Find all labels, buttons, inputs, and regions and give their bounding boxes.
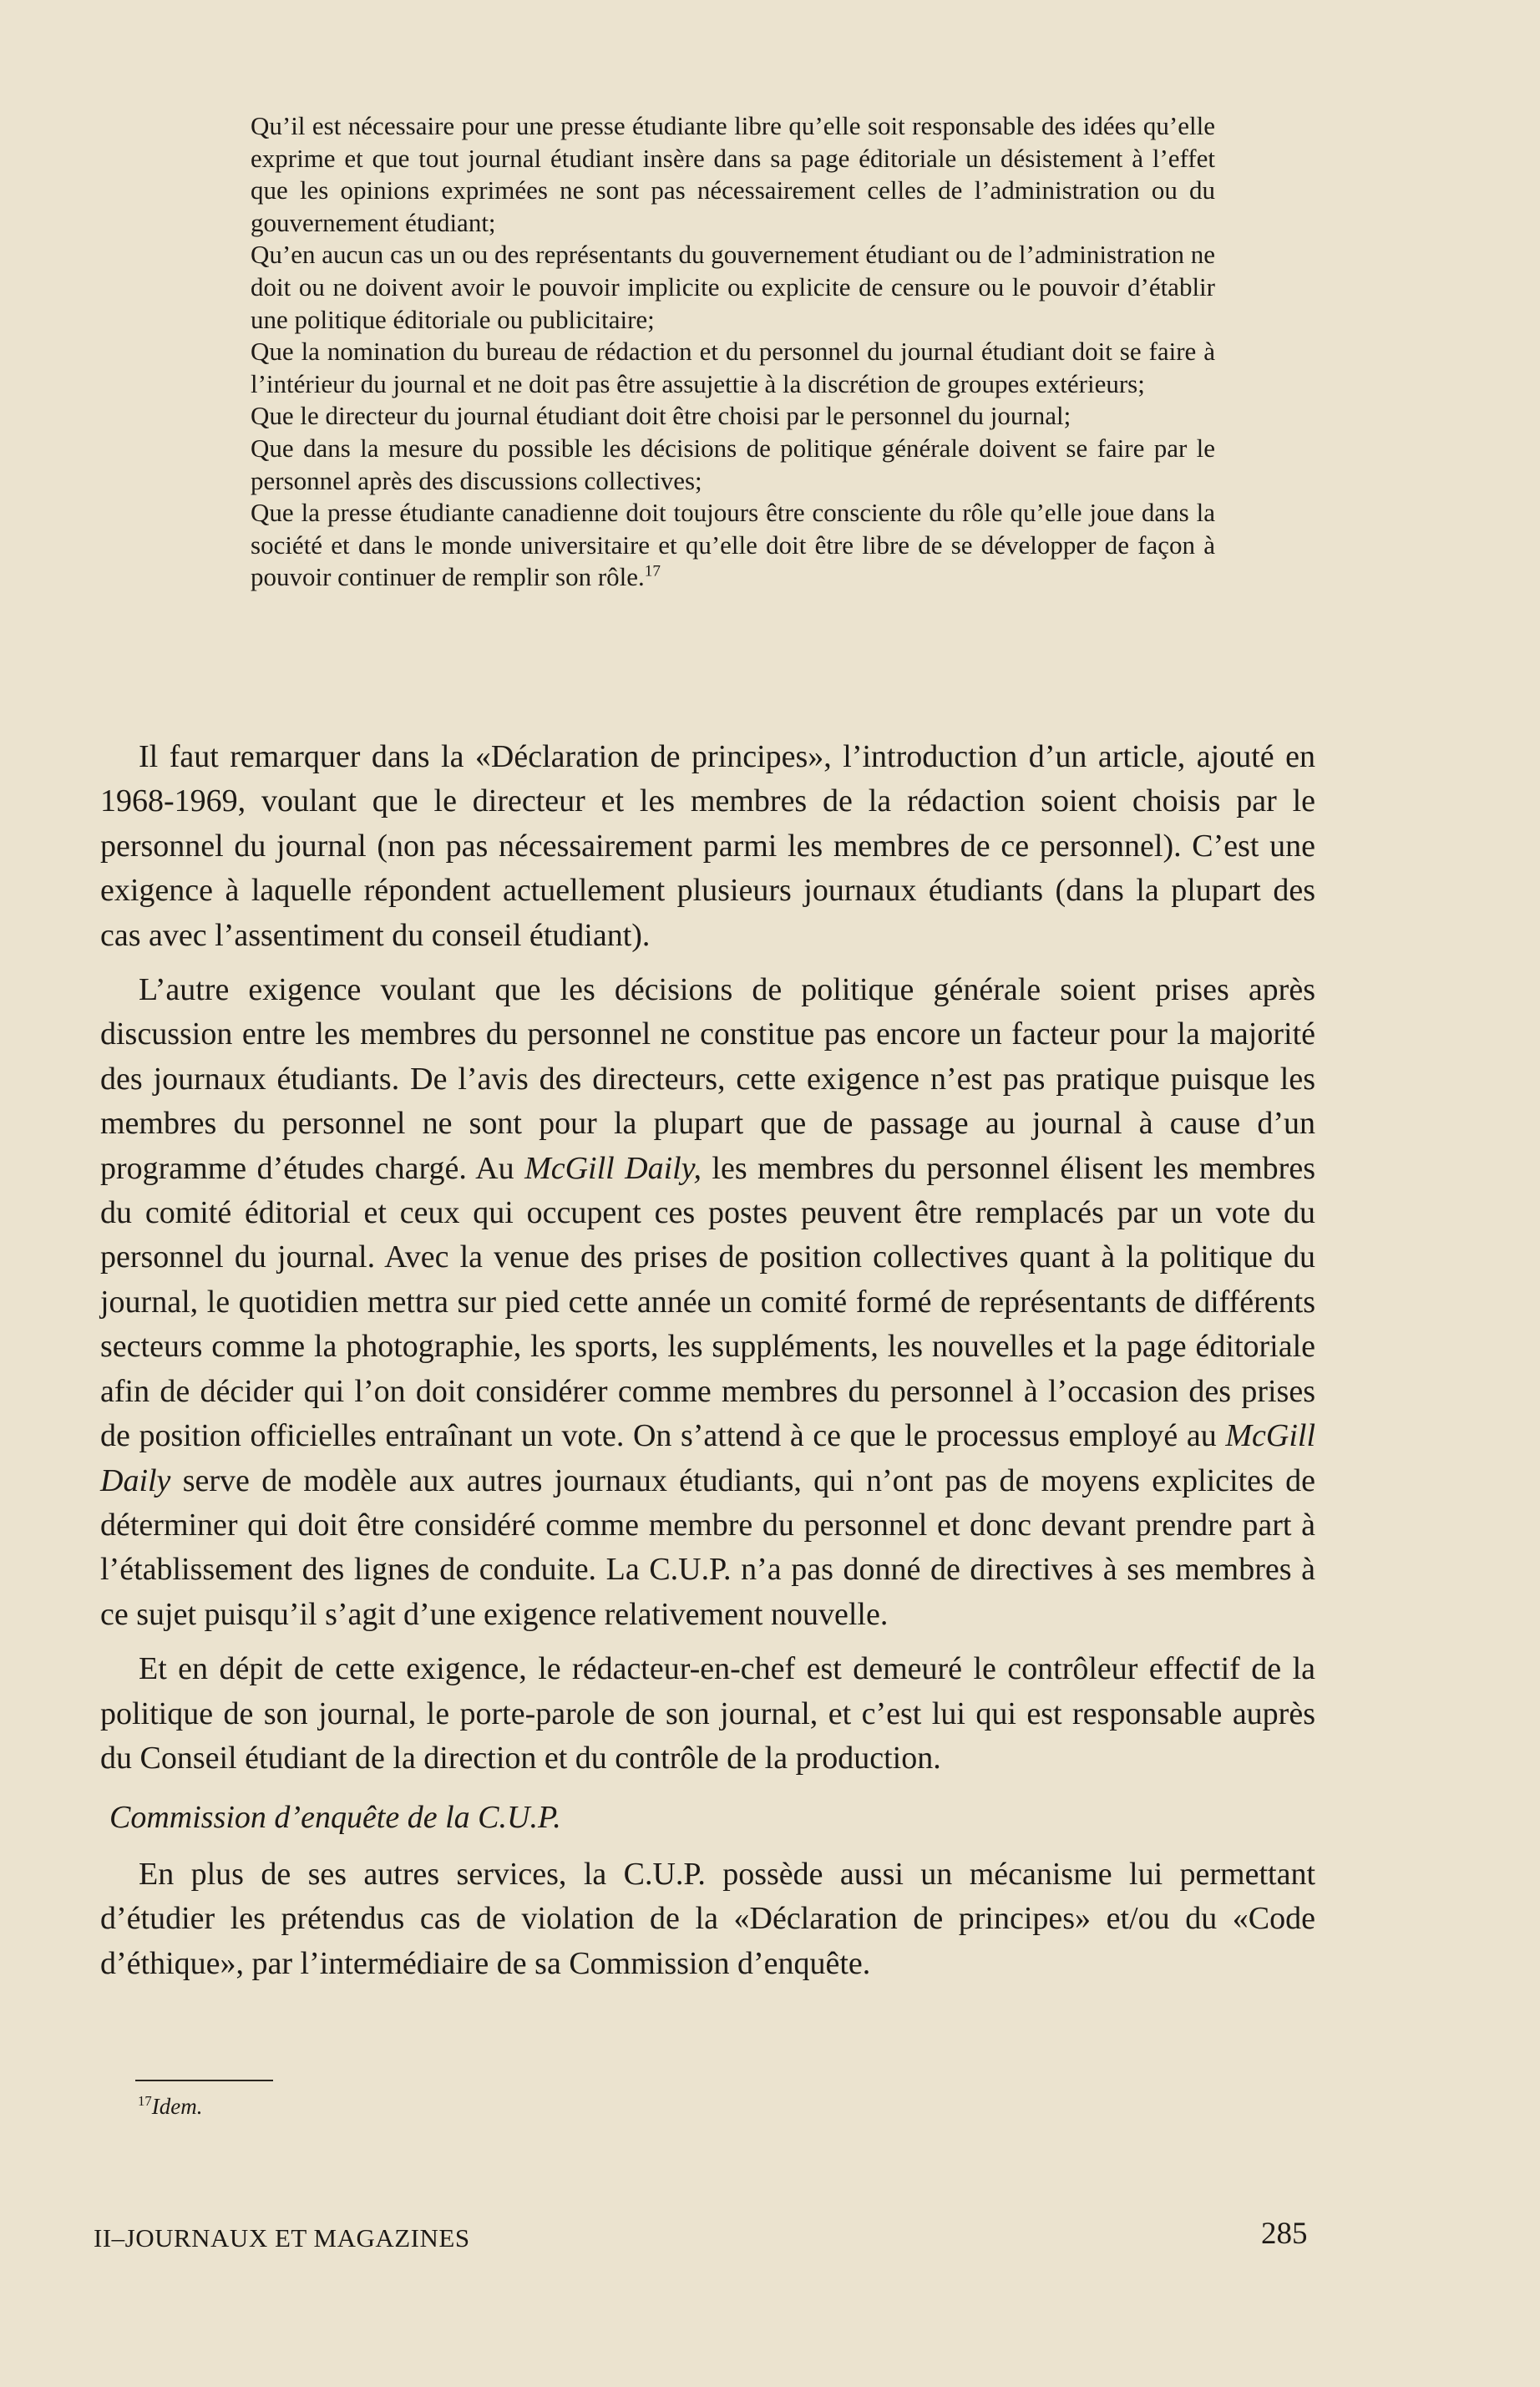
paragraph-text: L’autre exigence voulant que les décisions de politique générale soient prises après discussion entre les membres du personnel ne constitue pas encore un facteur pour la majorité des journaux étudiants. De l’avis des directeurs, cette exigence n’est pas pratique puisque les membres du personnel ne sont pour la plupart que de passage au journal à cause d’un programme d’études chargé. Au — [100, 972, 1315, 1186]
footnote-text: Idem. — [151, 2094, 203, 2119]
paragraph-redacteur: Et en dépit de cette exigence, le rédacteur-en-chef est demeuré le contrôleur effectif de la politique de son journal, le porte-parole de son journal, et c’est lui qui est responsable auprès du Conseil étudiant de la direction et du contrôle de la production. — [100, 1651, 1315, 1776]
quote-clause: Que dans la mesure du possible les décisions de politique générale doivent se faire par le personnel après des discussions collectives; — [251, 433, 1215, 495]
quote-clause-last — [251, 497, 1215, 594]
paragraph-declaration: Il faut remarquer dans la «Déclaration de principes», l’introduction d’un article, ajouté en 1968-1969, voulant que le directeur et les membres de la rédaction soient choisis par le personnel du journal (non pas nécessairement parmi les membres de ce personnel). C’est une exigence à laquelle répondent actuellement plusieurs journaux étudiants (dans la plupart des cas avec l’assentiment du conseil étudiant). — [100, 739, 1315, 953]
running-title: II–JOURNAUX ET MAGAZINES — [94, 2223, 470, 2253]
quote-clause: Qu’il est nécessaire pour une presse étudiante libre qu’elle soit responsable des idées qu’elle exprime et que tout journal étudiant insère dans sa page éditoriale un désistement à l’effet que les opinions exprimées ne sont pas nécessairement celles de l’administration ou du gouvernement étudiant; — [251, 111, 1215, 237]
quote-clause: Que la nomination du bureau de rédaction et du personnel du journal étudiant doit se faire à l’intérieur du journal et ne doit pas être assujettie à la discrétion de groupes extérieurs; — [251, 337, 1215, 398]
newspaper-title: McGill Daily, — [524, 1150, 702, 1186]
block-quote — [251, 110, 1215, 594]
footnote-reference: 17 — [644, 562, 661, 580]
paragraph-politique — [100, 968, 1315, 1637]
page-number: 285 — [1261, 2217, 1308, 2251]
body-text — [100, 735, 1315, 1996]
paragraph-text: les membres du personnel élisent les membres du comité éditorial et ceux qui occupent ces postes peuvent être remplacés par un vote du personnel du journal. Avec la venue des prises de position collectives quant à la politique du journal, le quotidien mettra sur pied cette année un comité formé de représentants de différents secteurs comme la photographie, les sports, les suppléments, les nouvelles et la page éditoriale afin de décider qui l’on doit considérer comme membres du personnel à l’occasion des prises de position officielles entraînant un vote. On s’attend à ce que le processus employé au — [100, 1150, 1315, 1454]
quote-clause: Que le directeur du journal étudiant doit être choisi par le personnel du journal; — [251, 401, 1071, 431]
footnote-divider — [135, 2080, 273, 2081]
footnote — [138, 2092, 202, 2121]
quote-clause-text: Que la presse étudiante canadienne doit toujours être consciente du rôle qu’elle joue dans la société et dans le monde universitaire et qu’elle doit être libre de se développer de façon à pouvoir continuer de remplir son rôle. — [251, 498, 1215, 592]
footnote-number: 17 — [138, 2093, 152, 2109]
paragraph-text: serve de modèle aux autres journaux étudiants, qui n’ont pas de moyens explicites de déterminer qui doit être considéré comme membre du personnel et donc devant prendre part à l’établissement des lignes de conduite. La C.U.P. n’a pas donné de directives à ses membres à ce sujet puisqu’il s’agit d’une exigence relativement nouvelle. — [100, 1462, 1315, 1632]
newspaper-title: McGill Daily — [100, 1418, 1315, 1498]
paragraph-commission: En plus de ses autres services, la C.U.P. possède aussi un mécanisme lui permettant d’étudier les prétendus cas de violation de la «Déclaration de principes» et/ou du «Code d’éthique», par l’intermédiaire de sa Commission d’enquête. — [100, 1856, 1315, 1981]
quote-clause: Qu’en aucun cas un ou des représentants du gouvernement étudiant ou de l’administration ne doit ou ne doivent avoir le pouvoir implicite ou explicite de censure ou le pouvoir d’établir une politique éditoriale ou publicitaire; — [251, 240, 1215, 334]
section-heading: Commission d’enquête de la C.U.P. — [109, 1800, 561, 1836]
